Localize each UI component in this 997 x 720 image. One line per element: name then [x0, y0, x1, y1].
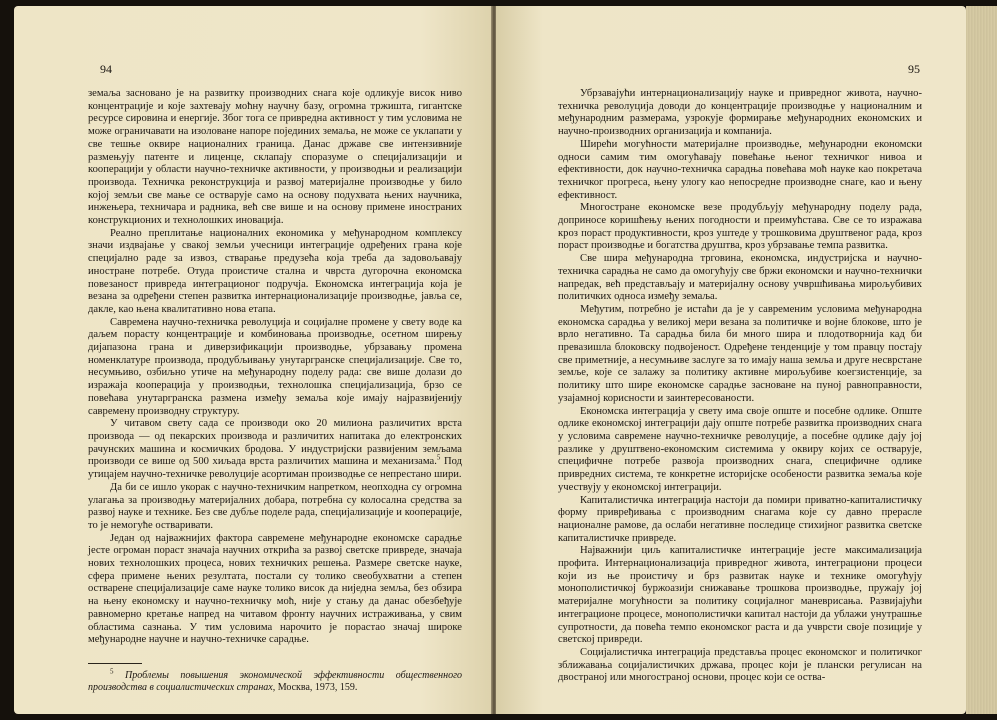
paragraph-text: У читавом свету сада се производи око 20 милиона различитих врста производа — од пекарских производа и различитих напитака до електронских рачунских машина и космичких бродова. У индустријски развијеним земљама производи се више од 500 хиљада врста различитих машина и механизама. [88, 418, 462, 468]
paragraph: Капиталистичка интеграција настоји да помири приватно-капиталистичку форму привређивања с производним снагама које су давно прерасле националне рамове, да ослаби негативне последице стихијног развитка светске капиталистичке привреде. [558, 494, 922, 544]
page-number-left: 94 [100, 62, 112, 76]
paragraph-text: Под утицајем научно-техничке револуције асортиман производње се непрестано шири. [88, 456, 462, 481]
paragraph: Многостране економске везе продубљују међународну поделу рада, доприносе коришћењу њених погодности и преимућстава. Све се то изражава кроз пораст продуктивности, кроз уштеде у трошковима друштвеног рада, кроз пораст производње и богатства друштва, кроз убрзавање темпа развитка. [558, 202, 922, 252]
paragraph: Један од најважнијих фактора савремене међународне економске сарадње јесте огроман пораст значаја научних открића за развој светске привреде, значаја нових технолошких процеса, нових техничких решења. Размере светске науке, сфера примене њених резултата, постали су толико свеобухватни а степен остварене специјализације саме науке толико висок да ниједна земља, без обзира на њену економску и научно-техничку моћ, није у стању да данас обезбеђује равномерно кретање напред на читавом фронту научних истраживања, у свим областима сазнања. У тим условима нарочито је порастао значај широке међународне научне и научно-техничке сарадње. [88, 532, 462, 646]
paragraph: Све шира међународна трговина, економска, индустријска и научно-техничка сарадња не само да омогућују све бржи економски и научно-технички напредак, већ представљају и материјалну основу учвршћивања мирољубивих политичких односа између земаља. [558, 253, 922, 303]
paragraph: Реално преплитање националних економика у међународном комплексу значи издвајање у свакој земљи учесници интеграције одређених грана које специјално раде за извоз, стварање предузећа која треба да задовољавају иностране потребе. Отуда проистиче стална и чврста дугорочна економска повезаност привреда интеграционог подручја. Економска интеграција која је везана за одређени степен развитка интернационализације производње, јавља се, дакле, као њена квалитативно нова етапа. [88, 227, 462, 315]
footnote-title: Проблемы повышения экономической эффективности общественного производства в социалистических странах, [88, 669, 462, 693]
page-stack-edge [966, 6, 997, 714]
paragraph: Најважнији циљ капиталистичке интеграције јесте максимализација профита. Интернационализација привредног живота, интеграциони процеси који из ње проистичу и брз развитак науке и технике омогућују монополистичкој буржоазији снижавање трошкова производње, пружају јој материјалне могућности за политику социјалног маневрисања. Развијајући интеграционе процесе, монополистички капитал настоји да ублажи унутрашње супротности, да повећа темпо економског раста и да учврсти своје позиције у светској привреди. [558, 545, 922, 646]
paragraph: Социјалистичка интеграција представља процес економског и политичког зближавања социјалистичких држава, процес који је плански регулисан на двостраној или многостраној основи, процес који се оства- [558, 646, 922, 684]
footnote-divider [88, 663, 142, 664]
paragraph: Да би се ишло укорак с научно-техничким напретком, неопходна су огромна улагања за производњу материјалних добара, потребна су колосална средства за развој науке и технике. Без све дубље поделе рада, специјализације и кооперације, то је немогуће остваривати. [88, 481, 462, 531]
right-page-body [558, 88, 922, 685]
paragraph: земаља засновано је на развитку производних снага које одликује висок ниво концентрације и које захтевају моћну научну базу, огромна тржишта, гигантске ресурсе сировина и енергије. Због тога се привредна активност у тим условима не може ограничавати на изоловане напоре појединих земаља, не може се уклапати у све тешње оквире националних граница. Данас државе све интензивније размењују патенте и лиценце, склапају споразуме о специјализацији и кооперацији у области научно-техничке активности, у производњи и реализацији производа. Техничка реконструкција и развој материјалне производње у било којој земљи све мање се остварује само на основу подухвата њених научника, инжењера, техничара и радника, већ све више и на основу примене иностраних конструкционих и технолошких иновација. [88, 88, 462, 227]
footnote-publisher: Москва, 1973, 159. [275, 681, 358, 693]
footnote-mark: 5 [110, 667, 114, 676]
left-page-body [88, 88, 462, 694]
footnote-reference: 5 [436, 453, 441, 462]
footnote [88, 667, 462, 694]
page-number-right: 95 [908, 62, 920, 76]
right-page [496, 6, 966, 714]
paragraph: Међутим, потребно је истаћи да је у савременим условима међународна економска сарадња у великој мери везана за политичке и војне блокове, што је врло негативно. Та сарадња била би много шира и плодотворнија кад би превазишла блоковску подвојеност. Одређене тенденције у том правцу постају све приметније, а несумњиве заслуге за то имају наша земља и друге несврстане земље, које се залажу за политику активне мирољубиве коегзистенције, за политику што шире економске сарадње засноване на пуној равноправности, узајамној корисности и заинтересованости. [558, 303, 922, 404]
left-page [14, 6, 492, 714]
paragraph: Савремена научно-техничка револуција и социјалне промене у свету воде ка даљем порасту концентрације и комбиновања производње, осетном ширењу дијапазона грана и диверзификацији производње, убрзавању промена номенклатуре производа, продубљивању унутаргранске специјализације. Све то, несумњиво, озбиљно утиче на међународну поделу рада: све више долази до изражаја кооперација у производњи, технолошка специјализација, брзо се повећава унутаргранска размена између земаља које имају најразвијенију савремену производну структуру. [88, 316, 462, 417]
paragraph: Убрзавајући интернационализацију науке и привредног живота, научно-техничка револуција доводи до концентрације производње у националним и међународним размерама, узрокује формирање међународних економских и научно-производних организација и компанија. [558, 88, 922, 138]
paragraph: Економска интеграција у свету има своје опште и посебне одлике. Опште одлике економској интеграцији дају опште потребе развитка производних снага у условима савремене научно-техничке револуције, а посебне одлике дају јој разлике у друштвено-економским системима у оквиру којих се остварује, специфичне потребе развоја производних снага, специфичне одлике привредних система, те конкретне историјске особености развитка земаља које учествују у економској интеграцији. [558, 405, 922, 493]
paragraph: Ширећи могућности материјалне производње, међународни економски односи самим тим омогућавају повећање њеног техничког нивоа и ефективности, док научно-техничка сарадња повећава моћ науке као покретача техничког прогреса, њену улогу као непосредне производне снаге, као и њену ефективност. [558, 138, 922, 201]
paragraph [88, 418, 462, 482]
